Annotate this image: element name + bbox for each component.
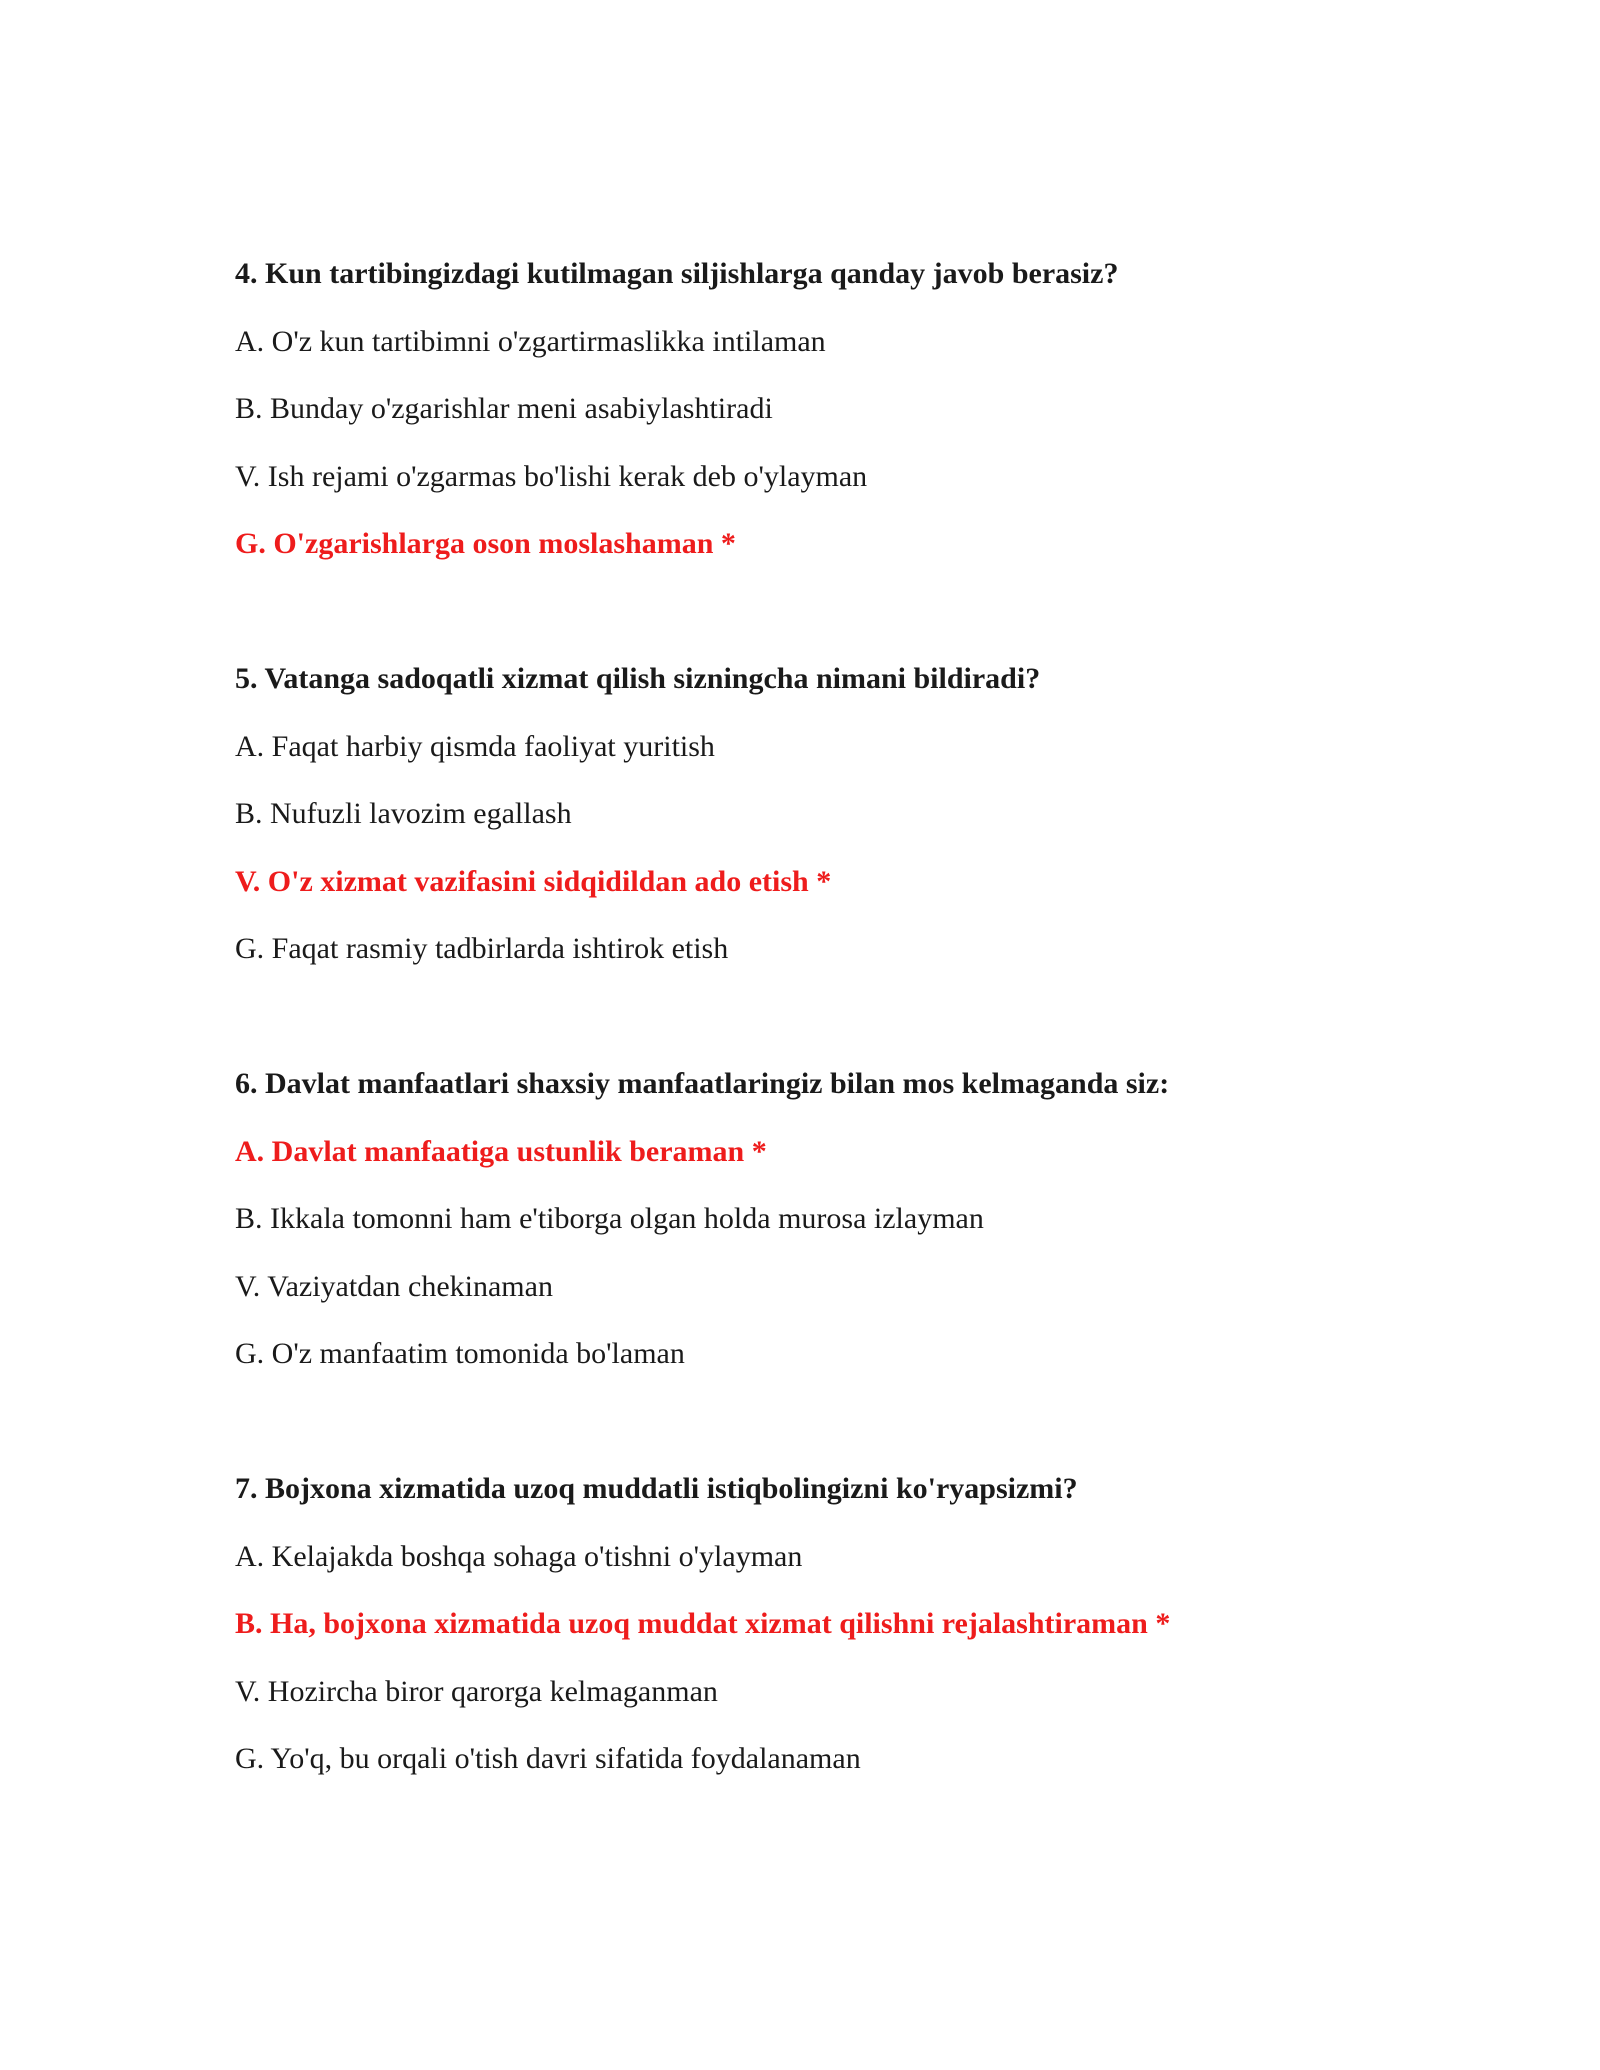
question-text: 6. Davlat manfaatlari shaxsiy manfaatlaringiz bilan mos kelmaganda siz: [235,1067,1170,1100]
answer-option-v: V. Hozircha biror qarorga kelmaganman [235,1674,718,1708]
answer-option-b: B. Nufuzli lavozim egallash [235,797,572,830]
answer-option-v: V. Ish rejami o'zgarmas bo'lishi kerak deb o'ylayman [235,459,868,493]
question-text: 5. Vatanga sadoqatli xizmat qilish sizningcha nimani bildiradi? [235,662,1041,695]
answer-option-b: B. Bunday o'zgarishlar meni asabiylashtiradi [235,392,773,425]
question-block-4 [235,252,1435,590]
answer-option-a-correct: A. Davlat manfaatiga ustunlik beraman * [235,1134,767,1168]
question-text: 7. Bojxona xizmatida uzoq muddatli istiqbolingizni ko'ryapsizmi? [235,1472,1078,1505]
answer-option-g-correct: G. O'zgarishlarga oson moslashaman * [235,527,736,560]
answer-option-v: V. Vaziyatdan chekinaman [235,1269,553,1303]
answer-option-g: G. O'z manfaatim tomonida bo'laman [235,1337,685,1370]
question-text: 4. Kun tartibingizdagi kutilmagan siljishlarga qanday javob berasiz? [235,257,1119,290]
question-block-6 [235,1062,1435,1400]
answer-option-g: G. Yo'q, bu orqali o'tish davri sifatida foydalanaman [235,1742,861,1775]
answer-option-a: A. Kelajakda boshqa sohaga o'tishni o'ylayman [235,1539,803,1573]
question-block-5 [235,657,1435,995]
answer-option-b: B. Ikkala tomonni ham e'tiborga olgan holda murosa izlayman [235,1202,984,1235]
question-block-7 [235,1467,1435,1805]
answer-option-v-correct: V. O'z xizmat vazifasini sidqidildan ado etish * [235,864,832,898]
answer-option-b-correct: B. Ha, bojxona xizmatida uzoq muddat xizmat qilishni rejalashtiraman * [235,1607,1171,1640]
answer-option-a: A. Faqat harbiy qismda faoliyat yuritish [235,729,715,763]
answer-option-g: G. Faqat rasmiy tadbirlarda ishtirok etish [235,932,729,965]
answer-option-a: A. O'z kun tartibimni o'zgartirmaslikka intilaman [235,324,826,358]
